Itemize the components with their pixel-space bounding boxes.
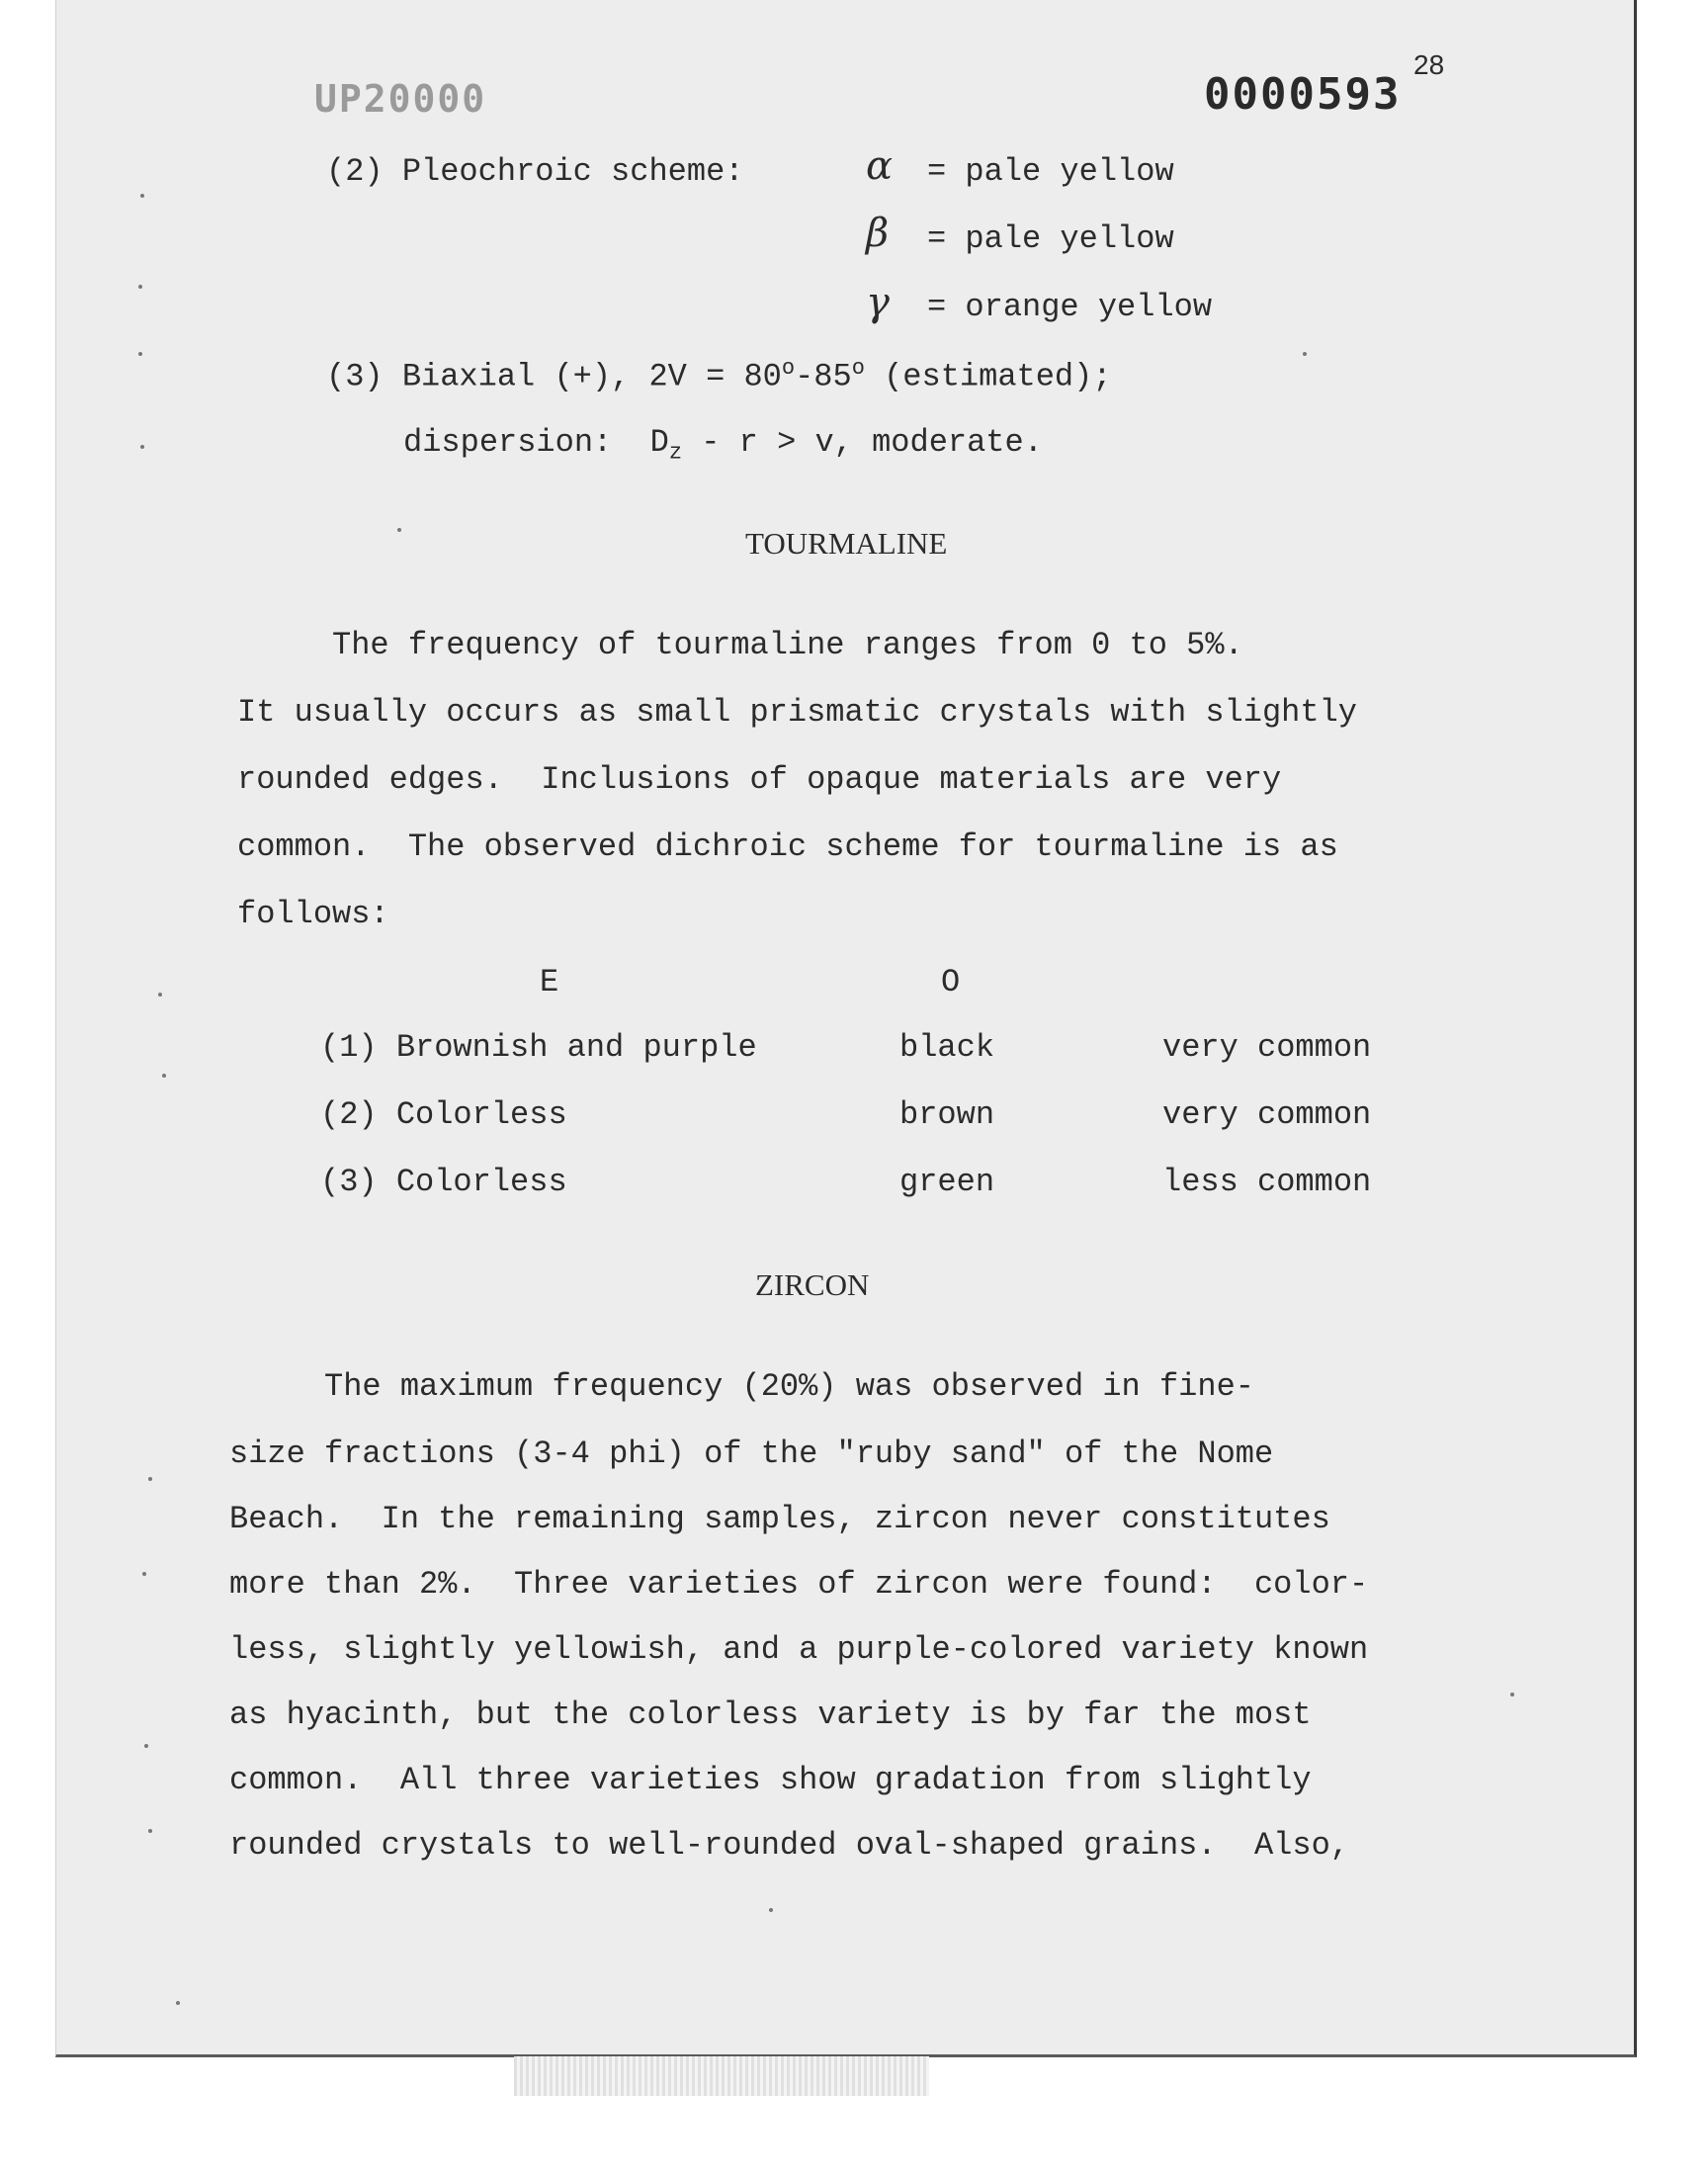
scan-speck [148,1829,152,1833]
beta-value: = pale yellow [927,220,1174,257]
stamp-left: UP20000 [314,77,487,121]
pleochroic-label: (2) Pleochroic scheme: [326,153,744,190]
table-row-3-e: (3) Colorless [320,1164,567,1200]
scan-speck [140,194,144,198]
dispersion-line: dispersion: $D_z - r > v$, moderate. [403,424,1043,466]
paragraph-line: common. All three varieties show gradation from slightly [229,1762,1312,1798]
paragraph-line: Beach. In the remaining samples, zircon never constitutes [229,1501,1330,1537]
paragraph-line: less, slightly yellowish, and a purple-colored variety known [229,1631,1369,1668]
beta-symbol: β [866,211,890,256]
table-row-1-o: black [899,1029,995,1066]
scan-speck [142,1572,146,1576]
scan-speck [397,528,401,532]
zircon-heading: ZIRCON [755,1267,870,1302]
tourmaline-heading: TOURMALINE [745,526,948,561]
alpha-value: = pale yellow [927,153,1174,190]
scan-speck [162,1074,166,1078]
paragraph-line: The maximum frequency (20%) was observed in fine- [229,1368,1254,1405]
table-row-1-note: very common [1162,1029,1372,1066]
alpha-symbol: α [866,143,894,189]
table-row-3-o: green [899,1164,995,1200]
table-row-2-e: (2) Colorless [320,1096,567,1133]
scan-artifact-strip [514,2056,929,2096]
paragraph-line: common. The observed dichroic scheme for tourmaline is as [237,828,1338,865]
column-header-o: O [941,964,961,1000]
paragraph-line: size fractions (3-4 phi) of the "ruby sand" of the Nome [229,1436,1274,1472]
scan-speck [1303,352,1307,356]
scan-speck [176,2001,180,2005]
table-row-2-note: very common [1162,1096,1372,1133]
document-page [55,0,1637,2057]
biaxial-line: (3) Biaxial (+), $2V = 80^o-85^o$ (estimated); [326,356,1112,395]
scan-speck [140,445,144,449]
paragraph-line: rounded crystals to well-rounded oval-shaped grains. Also, [229,1827,1349,1864]
table-row-2-o: brown [899,1096,995,1133]
paragraph-line: more than 2%. Three varieties of zircon were found: color- [229,1566,1369,1603]
scan-speck [148,1477,152,1481]
scan-speck [1510,1693,1514,1696]
paragraph-line: rounded edges. Inclusions of opaque materials are very [237,761,1282,798]
paragraph-line: follows: [237,896,389,932]
page-number: 28 [1413,49,1445,80]
table-row-3-note: less common [1162,1164,1372,1200]
scan-speck [144,1744,148,1748]
gamma-symbol: γ [866,280,890,325]
gamma-value: = orange yellow [927,289,1213,325]
scan-speck [138,285,142,289]
paragraph-line: as hyacinth, but the colorless variety is by far the most [229,1696,1312,1733]
paragraph-line: It usually occurs as small prismatic crystals with slightly [237,694,1357,731]
column-header-e: E [540,964,559,1000]
paragraph-line: The frequency of tourmaline ranges from 0 to 5%. [237,627,1243,663]
scan-speck [138,352,142,356]
stamp-right: 0000593 [1204,69,1402,120]
scan-speck [769,1908,773,1912]
table-row-1-e: (1) Brownish and purple [320,1029,757,1066]
scan-speck [158,993,162,997]
